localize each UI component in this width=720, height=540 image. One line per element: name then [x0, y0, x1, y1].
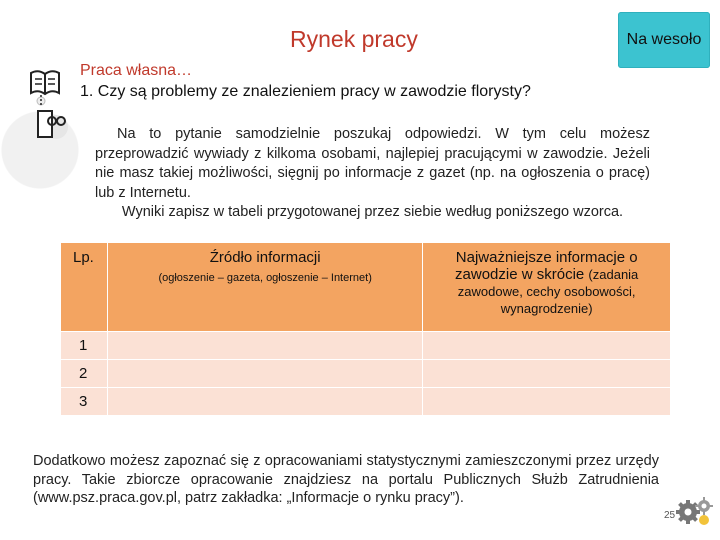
subtitle: Praca własna… [80, 62, 193, 79]
page-number: 25 [664, 510, 676, 521]
instructions-result: Wyniki zapisz w tabeli przygotowanej przez siebie według poniższego wzorca. [121, 204, 624, 221]
document-glasses-icon [34, 107, 70, 141]
page-title: Rynek pracy [290, 26, 418, 52]
header-lp: Lp. [61, 243, 108, 332]
header-info-note: (zadania zawodowe, cechy osobowości, wynagrodzenie) [457, 267, 639, 316]
info-cell[interactable] [423, 360, 671, 388]
row-number: 1 [61, 332, 108, 360]
fun-button[interactable]: Na wesoło [618, 12, 710, 68]
question: 1. Czy są problemy ze znalezieniem pracy w zawodzie florysty? [80, 83, 531, 100]
header-source [107, 243, 422, 332]
table-header-row [61, 243, 671, 332]
table-row [61, 332, 671, 360]
info-cell[interactable] [423, 388, 671, 416]
source-cell[interactable] [107, 360, 422, 388]
header-info-label: Najważniejsze informacje o zawodzie w skrócie [455, 249, 638, 283]
source-cell[interactable] [107, 332, 422, 360]
table-row [61, 388, 671, 416]
book-icon [28, 67, 62, 107]
source-cell[interactable] [107, 388, 422, 416]
table-row [61, 360, 671, 388]
gears-icon [674, 494, 714, 528]
header-source-label: Źródło informacji [209, 249, 321, 266]
template-table [60, 242, 671, 416]
row-number: 3 [61, 388, 108, 416]
additional-info: Dodatkowo możesz zapoznać się z opracowaniami statystycznymi zamieszczonymi przez urzędy pracy. Takie zbiorcze opracowanie znajdziesz na portalu Publicznych Służb Zatrudnienia (www.psz.praca.gov.pl, patrz zakładka: „Informacje o rynku pracy”). [33, 453, 659, 506]
header-info [423, 243, 671, 332]
instructions-text: Na to pytanie samodzielnie poszukaj odpowiedzi. W tym celu możesz przeprowadzić wywiady z kilkoma osobami, najlepiej pracującymi w zawodzie. Jeżeli nie masz takiej możliwości, sięgnij po informacje z gazet (np. na ogłoszenia o pracę) lub z Internetu. [95, 126, 650, 201]
row-number: 2 [61, 360, 108, 388]
instructions [95, 125, 650, 223]
info-cell[interactable] [423, 332, 671, 360]
header-source-note: (ogłoszenie – gazeta, ogłoszenie – Internet) [158, 272, 372, 284]
